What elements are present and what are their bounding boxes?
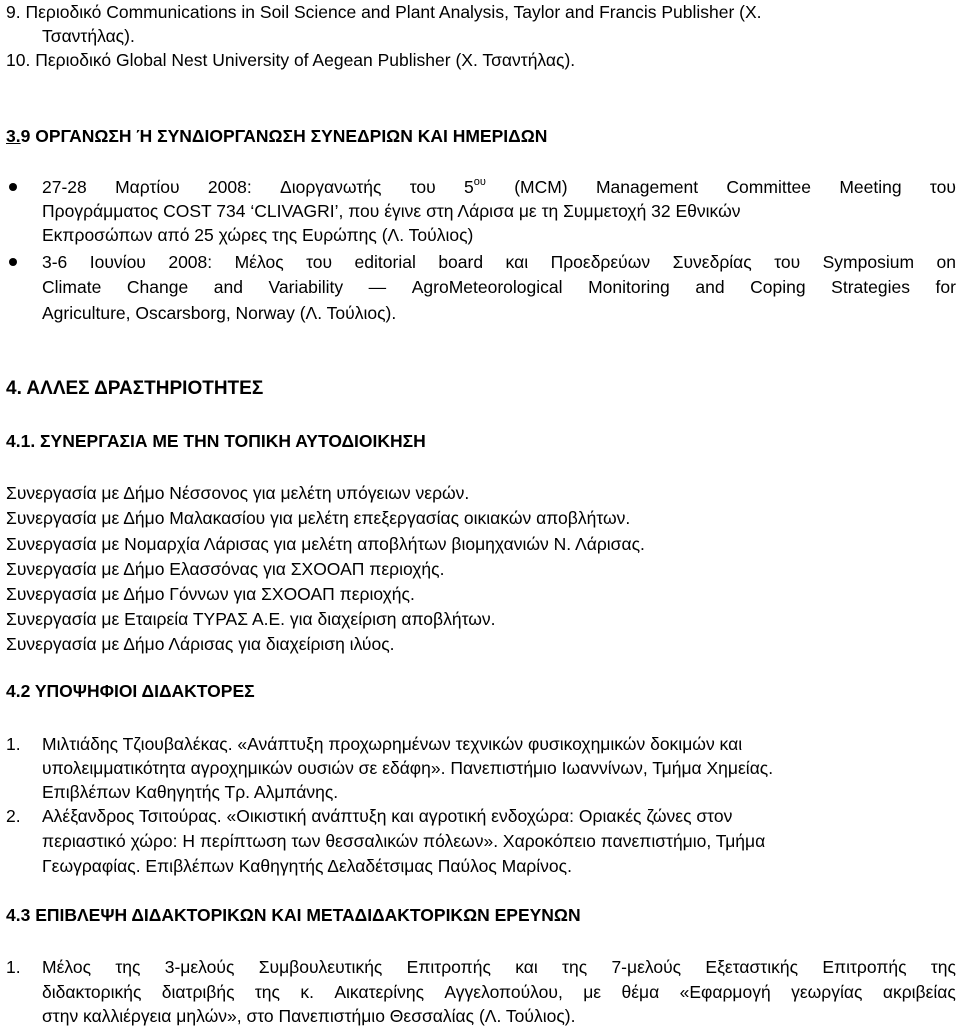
event-2-line1: 3-6 Ιουνίου 2008: Μέλος του editorial board και Προεδρεύων Συνεδρίας του Symposium on bbox=[42, 252, 956, 272]
section-4-2-heading: 4.2 ΥΠΟΨΗΦΙΟΙ ΔΙΔΑΚΤΟΡΕΣ bbox=[6, 681, 255, 701]
event-1-line3: Εκπροσώπων από 25 χώρες της Ευρώπης (Λ. Τούλιος) bbox=[42, 225, 474, 245]
section-4-1-heading: 4.1. ΣΥΝΕΡΓΑΣΙΑ ΜΕ ΤΗΝ ΤΟΠΙΚΗ ΑΥΤΟΔΙΟΙΚΗΣΗ bbox=[6, 431, 426, 451]
supervision-1-line1: Μέλος της 3-μελούς Συμβουλευτικής Επιτροπής και της 7-μελούς Εξεταστικής Επιτροπής της bbox=[42, 957, 956, 977]
publication-item-9-line2: Τσαντήλας). bbox=[42, 26, 135, 46]
ordinal-5ou: $5^{o\upsilon}$ bbox=[464, 176, 486, 197]
event-1-line1: 27-28 Μαρτίου 2008: Διοργανωτής του $5^{o\upsilon}$ (MCM) Management Committee Meeting του bbox=[42, 176, 956, 197]
supervision-1-line3: στην καλλιέργεια μηλών», στο Πανεπιστήμιο Θεσσαλίας (Λ. Τούλιος). bbox=[42, 1006, 576, 1026]
publication-item-9-line1: 9. Περιοδικό Communications in Soil Science and Plant Analysis, Taylor and Francis Publisher (Χ. bbox=[6, 2, 762, 22]
section-3-9-heading: 3.9 ΟΡΓΑΝΩΣΗ Ή ΣΥΝΔΙΟΡΓΑΝΩΣΗ ΣΥΝΕΔΡΙΩΝ ΚΑΙ ΗΜΕΡΙΔΩΝ bbox=[6, 126, 548, 146]
candidate-1-line1: Μιλτιάδης Τζιουβαλέκας. «Ανάπτυξη προχωρημένων τεχνικών φυσικοχημικών δοκιμών και bbox=[42, 734, 743, 754]
candidate-1-line2: υπολειμματικότητα αγροχημικών ουσιών σε εδάφη». Πανεπιστήμιο Ιωαννίνων, Τμήμα Χημείας. bbox=[42, 758, 774, 778]
candidate-1-number: 1. bbox=[6, 734, 21, 754]
section-4-3-heading: 4.3 ΕΠΙΒΛΕΨΗ ΔΙΔΑΚΤΟΡΙΚΩΝ ΚΑΙ ΜΕΤΑΔΙΔΑΚΤΟΡΙΚΩΝ ΕΡΕΥΝΩΝ bbox=[6, 905, 581, 925]
cooperation-item: Συνεργασία με Δήμο Γόννων για ΣΧΟΟΑΠ περιοχής. bbox=[6, 584, 415, 604]
cooperation-item: Συνεργασία με Δήμο Ελασσόνας για ΣΧΟΟΑΠ περιοχής. bbox=[6, 559, 445, 579]
cooperation-item: Συνεργασία με Εταιρεία ΤΥΡΑΣ Α.Ε. για διαχείριση αποβλήτων. bbox=[6, 609, 496, 629]
event-2-line2: Climate Change and Variability — AgroMeteorological Monitoring and Coping Strategies for bbox=[42, 277, 956, 297]
candidate-2-number: 2. bbox=[6, 806, 21, 826]
candidate-2-line3: Γεωγραφίας. Επιβλέπων Καθηγητής Δελαδέτσιμας Παύλος Μαρίνος. bbox=[42, 856, 572, 876]
bullet-icon bbox=[9, 183, 17, 191]
candidate-1-line3: Επιβλέπων Καθηγητής Τρ. Αλμπάνης. bbox=[42, 782, 339, 802]
candidate-2-line1: Αλέξανδρος Τσιτούρας. «Οικιστική ανάπτυξη και αγροτική ενδοχώρα: Οριακές ζώνες στον bbox=[42, 806, 733, 826]
cooperation-item: Συνεργασία με Δήμο Μαλακασίου για μελέτη επεξεργασίας οικιακών αποβλήτων. bbox=[6, 508, 631, 528]
candidate-2-line2: περιαστικό χώρο: Η περίπτωση των θεσσαλικών πόλεων». Χαροκόπειο πανεπιστήμιο, Τμήμα bbox=[42, 831, 766, 851]
supervision-1-number: 1. bbox=[6, 957, 21, 977]
supervision-1-line2: διδακτορικής διατριβής της κ. Αικατερίνης Αγγελοπούλου, με θέμα «Εφαρμογή γεωργίας ακριβείας bbox=[42, 982, 956, 1002]
event-2-line3: Agriculture, Oscarsborg, Norway (Λ. Τούλιος). bbox=[42, 303, 397, 323]
section-4-heading: 4. ΑΛΛΕΣ ΔΡΑΣΤΗΡΙΟΤΗΤΕΣ bbox=[6, 378, 264, 399]
cooperation-item: Συνεργασία με Δήμο Νέσσονος για μελέτη υπόγειων νερών. bbox=[6, 483, 470, 503]
cooperation-item: Συνεργασία με Δήμο Λάρισας για διαχείριση ιλύος. bbox=[6, 634, 395, 654]
bullet-icon bbox=[9, 258, 17, 266]
cooperation-item: Συνεργασία με Νομαρχία Λάρισας για μελέτη αποβλήτων βιομηχανιών Ν. Λάρισας. bbox=[6, 534, 645, 554]
event-1-line2: Προγράμματος COST 734 ‘CLIVAGRI’, που έγινε στη Λάρισα με τη Συμμετοχή 32 Εθνικών bbox=[42, 201, 741, 221]
publication-item-10: 10. Περιοδικό Global Nest University of Aegean Publisher (Χ. Τσαντήλας). bbox=[6, 50, 576, 70]
